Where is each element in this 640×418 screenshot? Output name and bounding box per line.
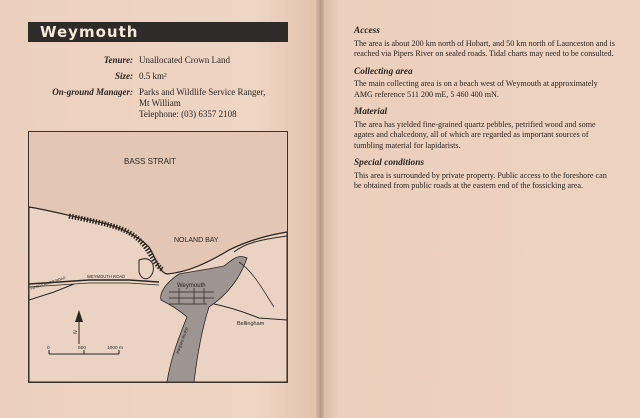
manager-label: On-ground Manager: <box>52 87 133 97</box>
manager-line-3: Telephone: (03) 6357 2108 <box>139 109 237 119</box>
scale-label-1000: 1000 m <box>107 346 123 351</box>
scale-label-0: 0 <box>47 346 50 351</box>
bass-strait-label: BASS STRAIT <box>124 157 177 166</box>
access-body: The area is about 200 km north of Hobart, and 50 km north of Launceston and is reached via Pipers River on sealed roads. Tidal charts may need to be consulted. <box>354 38 615 58</box>
material-body: The area has yielded fine-grained quartz pebbles, petrified wood and some agates and chalcedony, all of which are regarded as important sources of tumbling material for lapidarists. <box>354 119 596 150</box>
special-conditions-section <box>354 158 616 192</box>
access-section <box>354 26 616 60</box>
special-conditions-heading: Special conditions <box>354 158 424 168</box>
access-heading: Access <box>354 26 380 36</box>
page-title: Weymouth <box>28 22 288 42</box>
bellingham-label: Bellingham <box>237 321 265 327</box>
weymouth-label: Weymouth <box>177 283 206 289</box>
tenure-row <box>28 55 298 66</box>
collecting-area-heading: Collecting area <box>354 66 413 77</box>
noland-bay-label: NOLAND BAY <box>174 237 219 244</box>
tenure-value: Unallocated Crown Land <box>139 55 230 65</box>
manager-value <box>139 87 298 120</box>
size-label: Size: <box>115 71 133 81</box>
location-map <box>28 131 288 383</box>
site-description <box>354 26 616 199</box>
manager-row <box>28 87 298 120</box>
collecting-area-section <box>354 67 616 101</box>
north-label: N <box>73 330 79 334</box>
map-svg <box>29 132 287 382</box>
manager-line-1: Parks and Wildlife Service Ranger, <box>139 87 266 97</box>
collecting-area-body: The main collecting area is on a beach west of Weymouth at approximately AMG reference 511 200 mE, 5 460 400 mN. <box>354 79 598 99</box>
tenure-label: Tenure: <box>103 55 133 65</box>
scale-label-500: 500 <box>78 346 87 351</box>
material-heading: Material <box>354 107 388 117</box>
manager-line-2: Mt William <box>139 98 181 108</box>
special-conditions-body: This area is surrounded by private property. Public access to the foreshore can be obtained from public roads at the eastern end of the fossicking area. <box>354 170 607 190</box>
pipers-river-road-label: PIPERS RIVER ROAD <box>30 275 67 291</box>
book-gutter <box>316 0 324 418</box>
site-details <box>28 55 298 125</box>
pipers-river-label: PIPERS RIVER <box>175 326 190 355</box>
weymouth-road-label: WEYMOUTH ROAD <box>87 274 126 279</box>
size-value: 0.5 km² <box>139 71 167 81</box>
size-row <box>28 71 298 82</box>
material-section <box>354 107 616 151</box>
